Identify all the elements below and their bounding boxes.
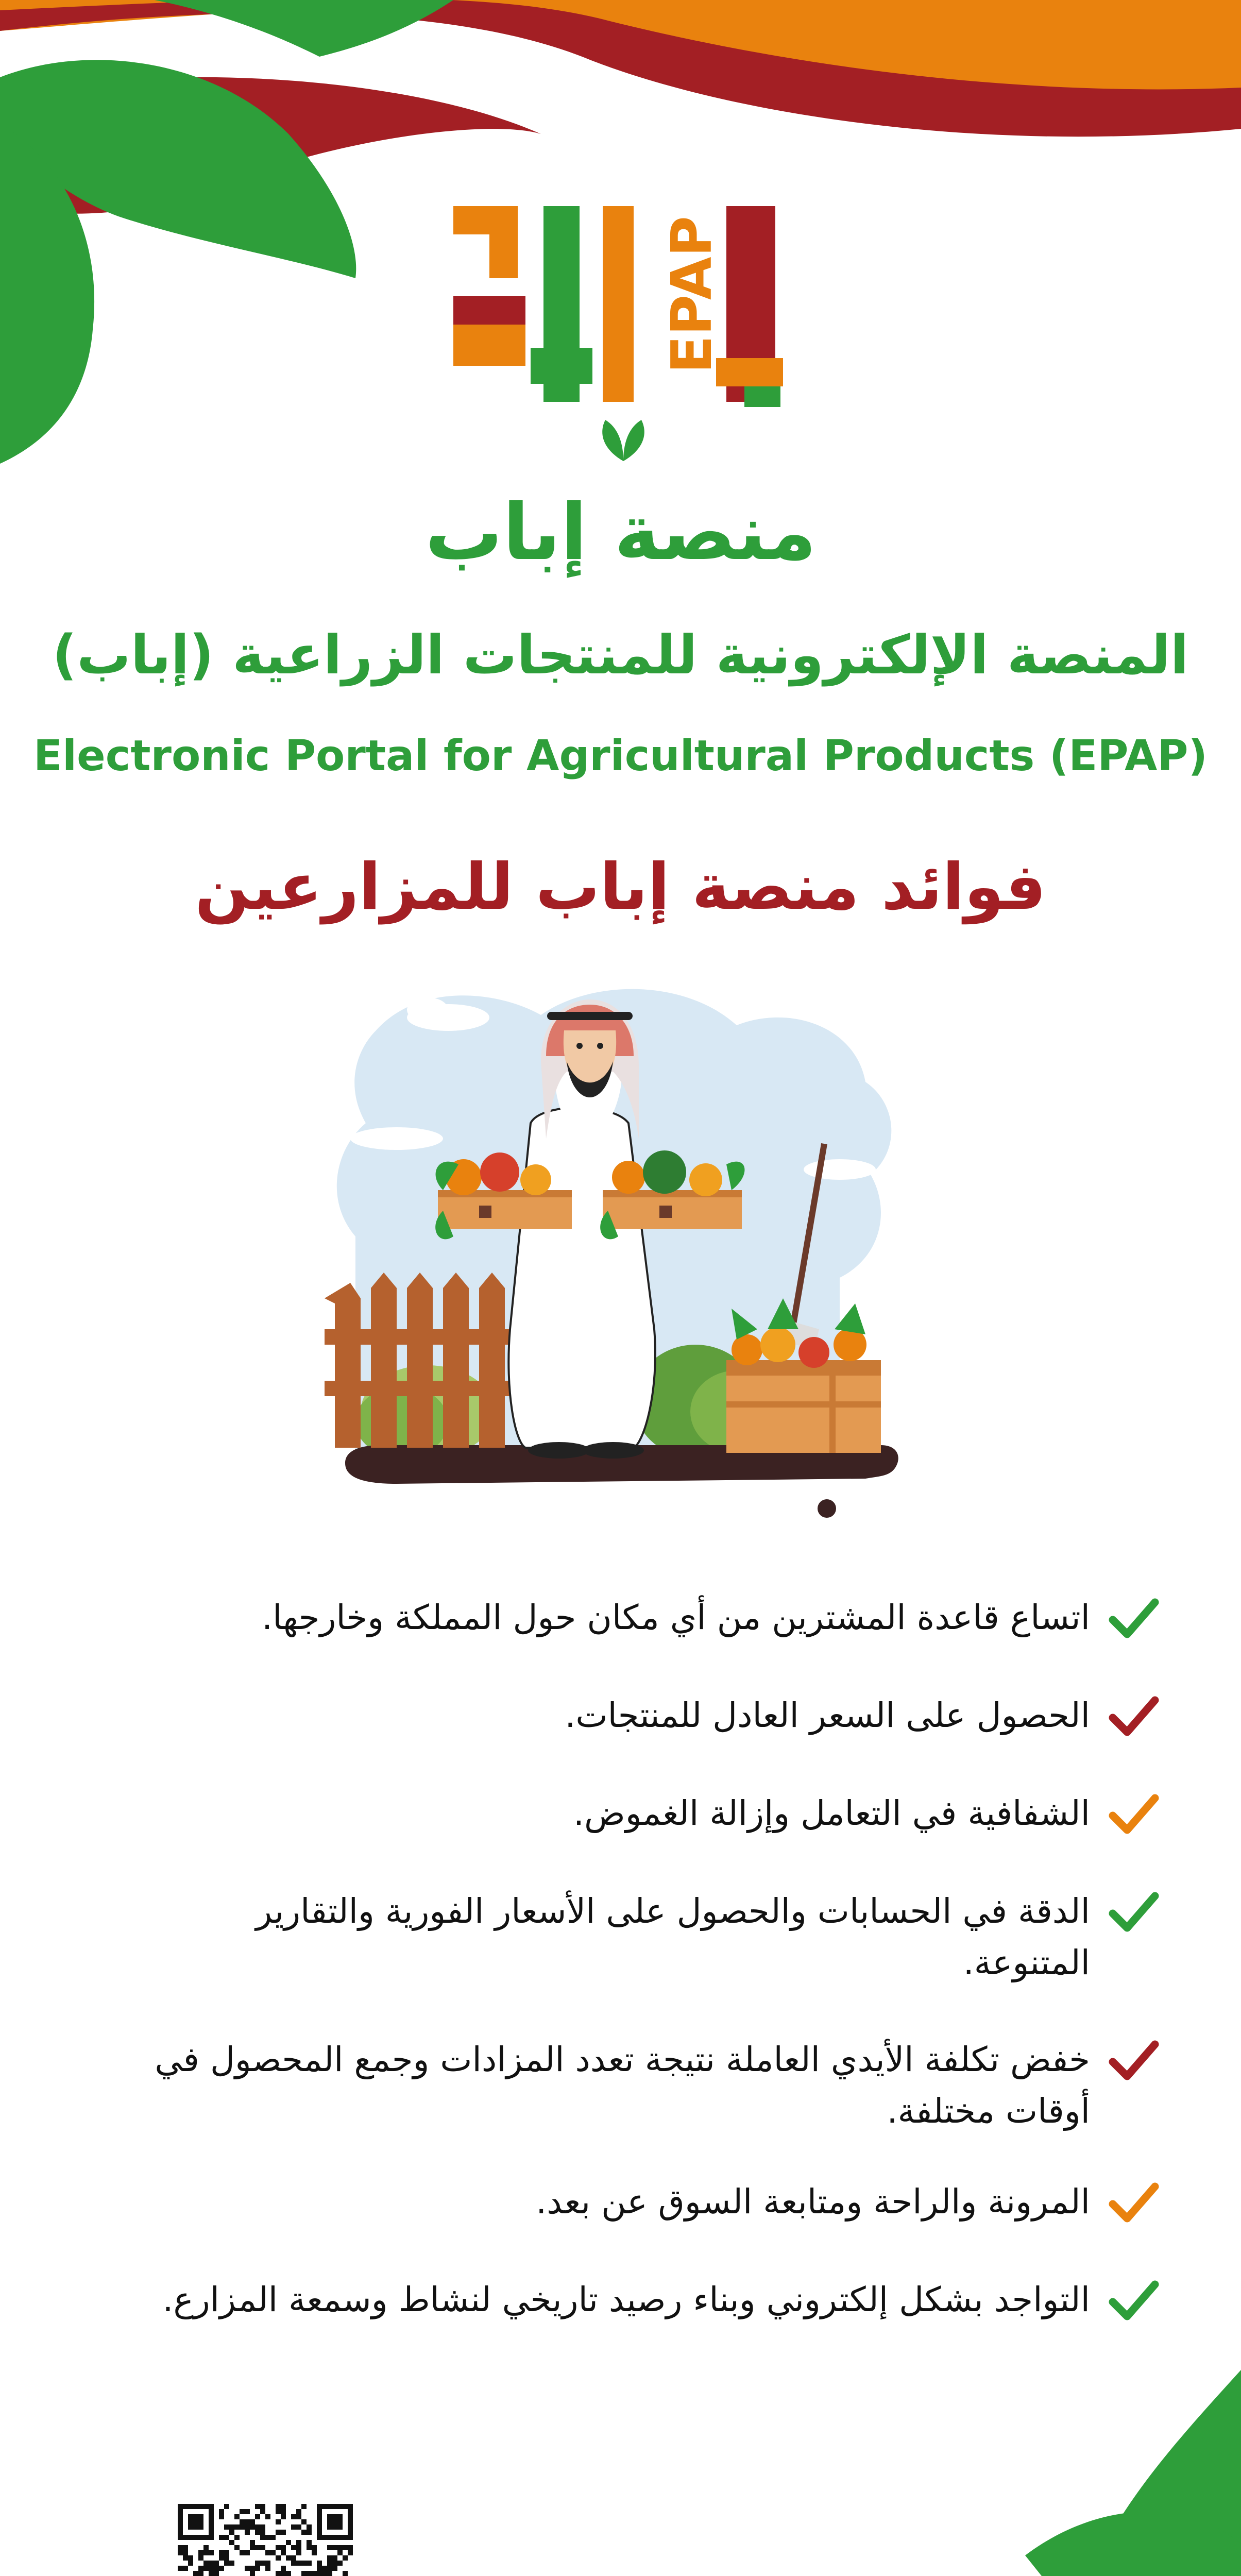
check-icon: [1108, 1691, 1159, 1742]
benefit-text: خفض تكلفة الأيدي العاملة نتيجة تعدد المزادات وجمع المحصول في أوقات مختلفة.: [155, 2040, 1090, 2131]
epap-logo: [425, 204, 817, 578]
logo-block: [744, 386, 780, 407]
qr-code-icon[interactable]: [178, 2504, 353, 2576]
ground-dot: [818, 1499, 836, 1518]
benefit-text: الحصول على السعر العادل للمنتجات.: [565, 1696, 1090, 1735]
benefit-item: [149, 1788, 1159, 1840]
benefit-item: [149, 1690, 1159, 1742]
check-icon: [1108, 2275, 1159, 2327]
benefit-text: الدقة في الحسابات والحصول على الأسعار الفورية والتقارير المتنوعة.: [256, 1891, 1090, 1982]
farmer-illustration: [325, 969, 922, 1546]
benefit-item: [149, 2034, 1159, 2137]
benefits-list: [149, 1592, 1159, 2372]
page-title-ar: المنصة الإلكترونية للمنتجات الزراعية (إباب): [52, 623, 1189, 686]
section-heading: فوائد منصة إباب للمزارعين: [195, 850, 1046, 924]
benefit-item: [149, 1592, 1159, 1645]
logo-block: [716, 358, 783, 386]
logo-block: [489, 206, 518, 278]
logo-block: [603, 206, 634, 402]
logo-wordmark-en: EPAP: [660, 216, 724, 374]
check-icon: [1108, 1789, 1159, 1840]
benefit-text: الشفافية في التعامل وإزالة الغموض.: [573, 1793, 1090, 1833]
top-left-leaf-small: [155, 0, 453, 57]
wooden-fence: [325, 1273, 520, 1448]
leaf-icon: [602, 420, 644, 461]
benefit-item: [149, 2274, 1159, 2327]
logo-name-ar: منصة إباب: [425, 488, 817, 578]
benefit-text: التواجد بشكل إلكتروني وبناء رصيد تاريخي لنشاط وسمعة المزارع.: [162, 2280, 1090, 2319]
benefit-text: المرونة والراحة ومتابعة السوق عن بعد.: [536, 2182, 1090, 2222]
check-icon: [1108, 1593, 1159, 1645]
benefit-item: [149, 1886, 1159, 1989]
benefit-item: [149, 2176, 1159, 2229]
logo-block: [531, 348, 592, 384]
logo-block: [453, 325, 525, 366]
check-icon: [1108, 2035, 1159, 2087]
check-icon: [1108, 1887, 1159, 1938]
logo-block: [453, 296, 525, 325]
check-icon: [1108, 2177, 1159, 2229]
page-title-en: Electronic Portal for Agricultural Products (EPAP): [33, 732, 1208, 781]
benefit-text: اتساع قاعدة المشترين من أي مكان حول المملكة وخارجها.: [262, 1598, 1090, 1637]
